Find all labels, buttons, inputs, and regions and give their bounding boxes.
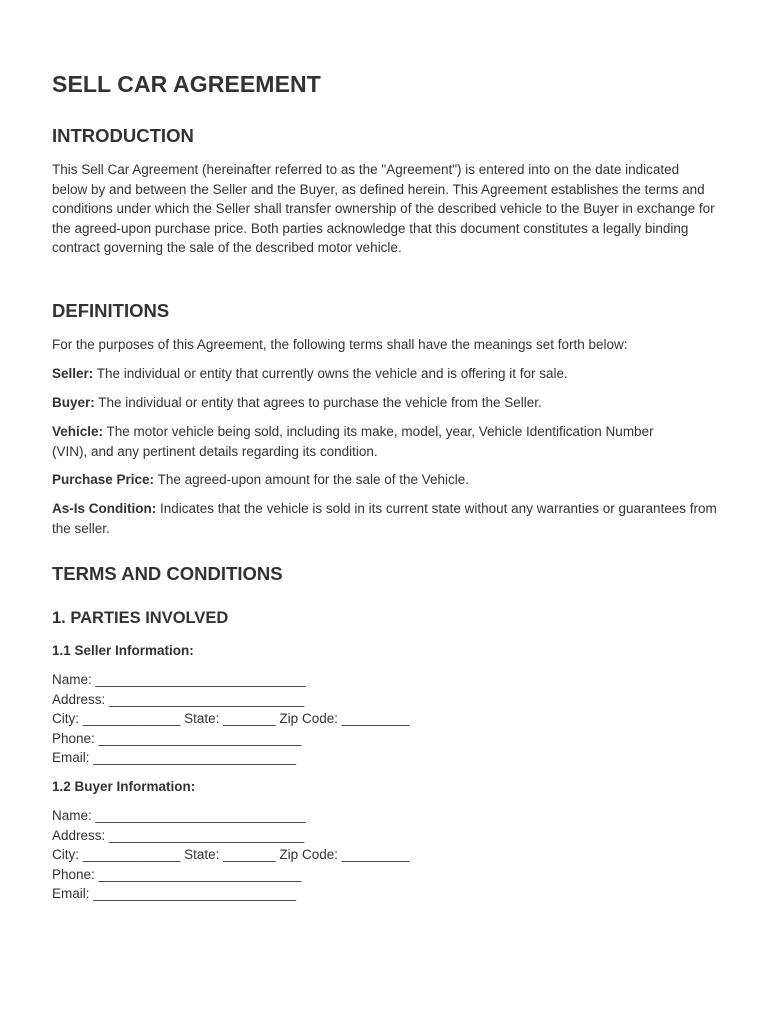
definition-seller xyxy=(52,364,717,384)
parties-involved-heading: 1. PARTIES INVOLVED xyxy=(52,609,229,627)
introduction-paragraph: This Sell Car Agreement (hereinafter referred to as the "Agreement") is entered into on the date indicated below by and between the Seller and the Buyer, as defined herein. This Agreement establishes the terms and conditions under which the Seller shall transfer ownership of the described vehicle to the Buyer in exchange for the agreed-upon purchase price. Both parties acknowledge that this document constitutes a legally binding contract governing the sale of the described motor vehicle. xyxy=(52,162,715,256)
definition-as-is-condition xyxy=(52,499,717,538)
definition-purchase-price xyxy=(52,470,717,490)
buyer-address-field[interactable]: Address: __________________________ xyxy=(52,827,305,843)
seller-city-state-zip-field[interactable]: City: _____________ State: _______ Zip Code: _________ xyxy=(52,711,410,727)
definitions-heading: DEFINITIONS xyxy=(52,300,170,321)
definition-term: Purchase Price: xyxy=(52,472,155,487)
definition-text: The motor vehicle being sold, including its make, model, year, Vehicle Identification Number (VIN), and any pertinent details regarding its condition. xyxy=(52,424,654,459)
seller-information-heading: 1.1 Seller Information: xyxy=(52,643,194,658)
definition-text: The agreed-upon amount for the sale of the Vehicle. xyxy=(154,472,470,487)
seller-address-field[interactable]: Address: __________________________ xyxy=(52,691,305,707)
definition-term: Buyer: xyxy=(52,395,95,410)
definition-text: Indicates that the vehicle is sold in its current state without any warranties or guarantees from the seller. xyxy=(52,501,717,536)
buyer-name-field[interactable]: Name: ____________________________ xyxy=(52,808,306,823)
definition-text: The individual or entity that currently owns the vehicle and is offering it for sale. xyxy=(93,366,568,381)
definition-text: The individual or entity that agrees to purchase the vehicle from the Seller. xyxy=(94,395,542,410)
buyer-phone-field[interactable]: Phone: ___________________________ xyxy=(52,866,302,882)
definition-term: Seller: xyxy=(52,366,94,381)
seller-name-field[interactable]: Name: ____________________________ xyxy=(52,672,306,687)
definition-vehicle xyxy=(52,422,692,461)
terms-heading: TERMS AND CONDITIONS xyxy=(52,563,283,584)
seller-email-field[interactable]: Email: ___________________________ xyxy=(52,750,296,766)
seller-phone-field[interactable]: Phone: ___________________________ xyxy=(52,730,302,746)
definition-buyer xyxy=(52,393,717,413)
seller-information-fields xyxy=(52,670,409,768)
buyer-information-heading: 1.2 Buyer Information: xyxy=(52,779,196,794)
definition-term: Vehicle: xyxy=(52,424,104,439)
buyer-city-state-zip-field[interactable]: City: _____________ State: _______ Zip Code: _________ xyxy=(52,847,410,863)
document-title: SELL CAR AGREEMENT xyxy=(52,71,321,97)
buyer-email-field[interactable]: Email: ___________________________ xyxy=(52,886,296,902)
introduction-heading: INTRODUCTION xyxy=(52,125,194,146)
buyer-information-fields xyxy=(52,806,409,904)
definition-term: As-Is Condition: xyxy=(52,501,157,516)
definitions-intro: For the purposes of this Agreement, the following terms shall have the meanings set forth below: xyxy=(52,337,628,352)
